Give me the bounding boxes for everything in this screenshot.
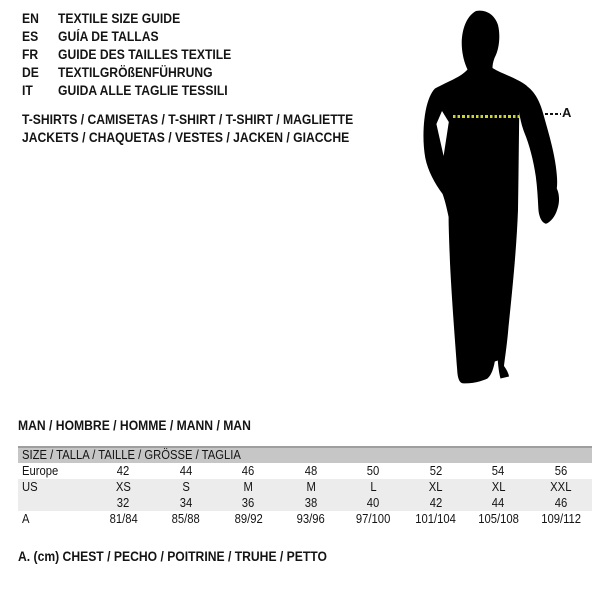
table-cell: 48 bbox=[304, 464, 318, 478]
table-header-row: SIZE / TALLA / TAILLE / GRÖSSE / TAGLIA bbox=[18, 446, 592, 463]
table-cell: XL bbox=[491, 480, 506, 494]
table-cell: 44 bbox=[179, 464, 193, 478]
lang-label: GUIDE DES TAILLES TEXTILE bbox=[58, 47, 232, 62]
lang-code: EN bbox=[22, 11, 39, 26]
man-silhouette-figure bbox=[405, 5, 585, 395]
table-cell: XL bbox=[428, 480, 443, 494]
section-title-man: MAN / HOMBRE / HOMME / MANN / MAN bbox=[18, 418, 251, 433]
lang-row bbox=[22, 64, 251, 82]
table-cell: 93/96 bbox=[296, 512, 325, 526]
lang-code: ES bbox=[22, 29, 39, 44]
table-cell: 105/108 bbox=[477, 512, 519, 526]
lang-code: FR bbox=[22, 47, 39, 62]
table-cell: 46 bbox=[554, 496, 568, 510]
lang-row bbox=[22, 46, 251, 64]
category-list bbox=[22, 111, 390, 146]
table-row-us-numeric bbox=[18, 495, 592, 511]
row-label: US bbox=[22, 480, 38, 494]
table-cell: 34 bbox=[179, 496, 193, 510]
lang-code: IT bbox=[22, 83, 33, 98]
table-row-europe bbox=[18, 463, 592, 479]
row-label bbox=[18, 495, 92, 511]
table-cell: 46 bbox=[241, 464, 255, 478]
lang-row bbox=[22, 82, 251, 100]
table-cell: 50 bbox=[366, 464, 380, 478]
footnote-chest-legend: A. (cm) CHEST / PECHO / POITRINE / TRUHE / PETTO bbox=[18, 549, 327, 564]
table-cell: 85/88 bbox=[171, 512, 200, 526]
lang-label: GUÍA DE TALLAS bbox=[58, 29, 159, 44]
table-cell: 97/100 bbox=[356, 512, 391, 526]
table-cell: M bbox=[306, 480, 316, 494]
man-silhouette-svg bbox=[405, 5, 585, 395]
lang-label: TEXTILE SIZE GUIDE bbox=[58, 11, 181, 26]
lang-code: DE bbox=[22, 65, 39, 80]
table-cell: M bbox=[243, 480, 253, 494]
table-row-us bbox=[18, 479, 592, 495]
language-list bbox=[22, 10, 251, 100]
table-cell: 44 bbox=[491, 496, 505, 510]
lang-row bbox=[22, 10, 251, 28]
chest-measure-dashed-line bbox=[453, 115, 519, 118]
table-cell: 36 bbox=[241, 496, 255, 510]
lang-row bbox=[22, 28, 251, 46]
size-table bbox=[18, 446, 592, 527]
man-right-arm-shape bbox=[518, 83, 559, 224]
table-cell: 42 bbox=[429, 496, 443, 510]
row-label: A bbox=[22, 512, 30, 526]
table-cell: 56 bbox=[554, 464, 568, 478]
measure-label-a: A bbox=[562, 105, 572, 120]
table-cell: 54 bbox=[491, 464, 505, 478]
table-cell: 109/112 bbox=[540, 512, 581, 526]
row-label: Europe bbox=[22, 464, 59, 478]
table-cell: XXL bbox=[550, 480, 572, 494]
table-row-a-chest bbox=[18, 511, 592, 527]
table-cell: 40 bbox=[366, 496, 380, 510]
lang-label: GUIDA ALLE TAGLIE TESSILI bbox=[58, 83, 228, 98]
category-line-tshirts: T-SHIRTS / CAMISETAS / T-SHIRT / T-SHIRT / MAGLIETTE bbox=[22, 112, 354, 127]
measure-leader-dashed-line bbox=[545, 113, 561, 115]
lang-label: TEXTILGRÖßENFÜHRUNG bbox=[58, 65, 213, 80]
table-cell: 38 bbox=[304, 496, 318, 510]
man-body-shape bbox=[423, 11, 527, 384]
table-cell: S bbox=[181, 480, 190, 494]
table-cell: L bbox=[370, 480, 377, 494]
category-line-jackets: JACKETS / CHAQUETAS / VESTES / JACKEN / GIACCHE bbox=[22, 129, 350, 145]
table-cell: 42 bbox=[116, 464, 130, 478]
table-cell: 89/92 bbox=[234, 512, 263, 526]
table-cell: 52 bbox=[429, 464, 443, 478]
table-cell: 101/104 bbox=[415, 512, 457, 526]
table-cell: XS bbox=[115, 480, 131, 494]
table-cell: 81/84 bbox=[109, 512, 138, 526]
table-cell: 32 bbox=[116, 496, 130, 510]
